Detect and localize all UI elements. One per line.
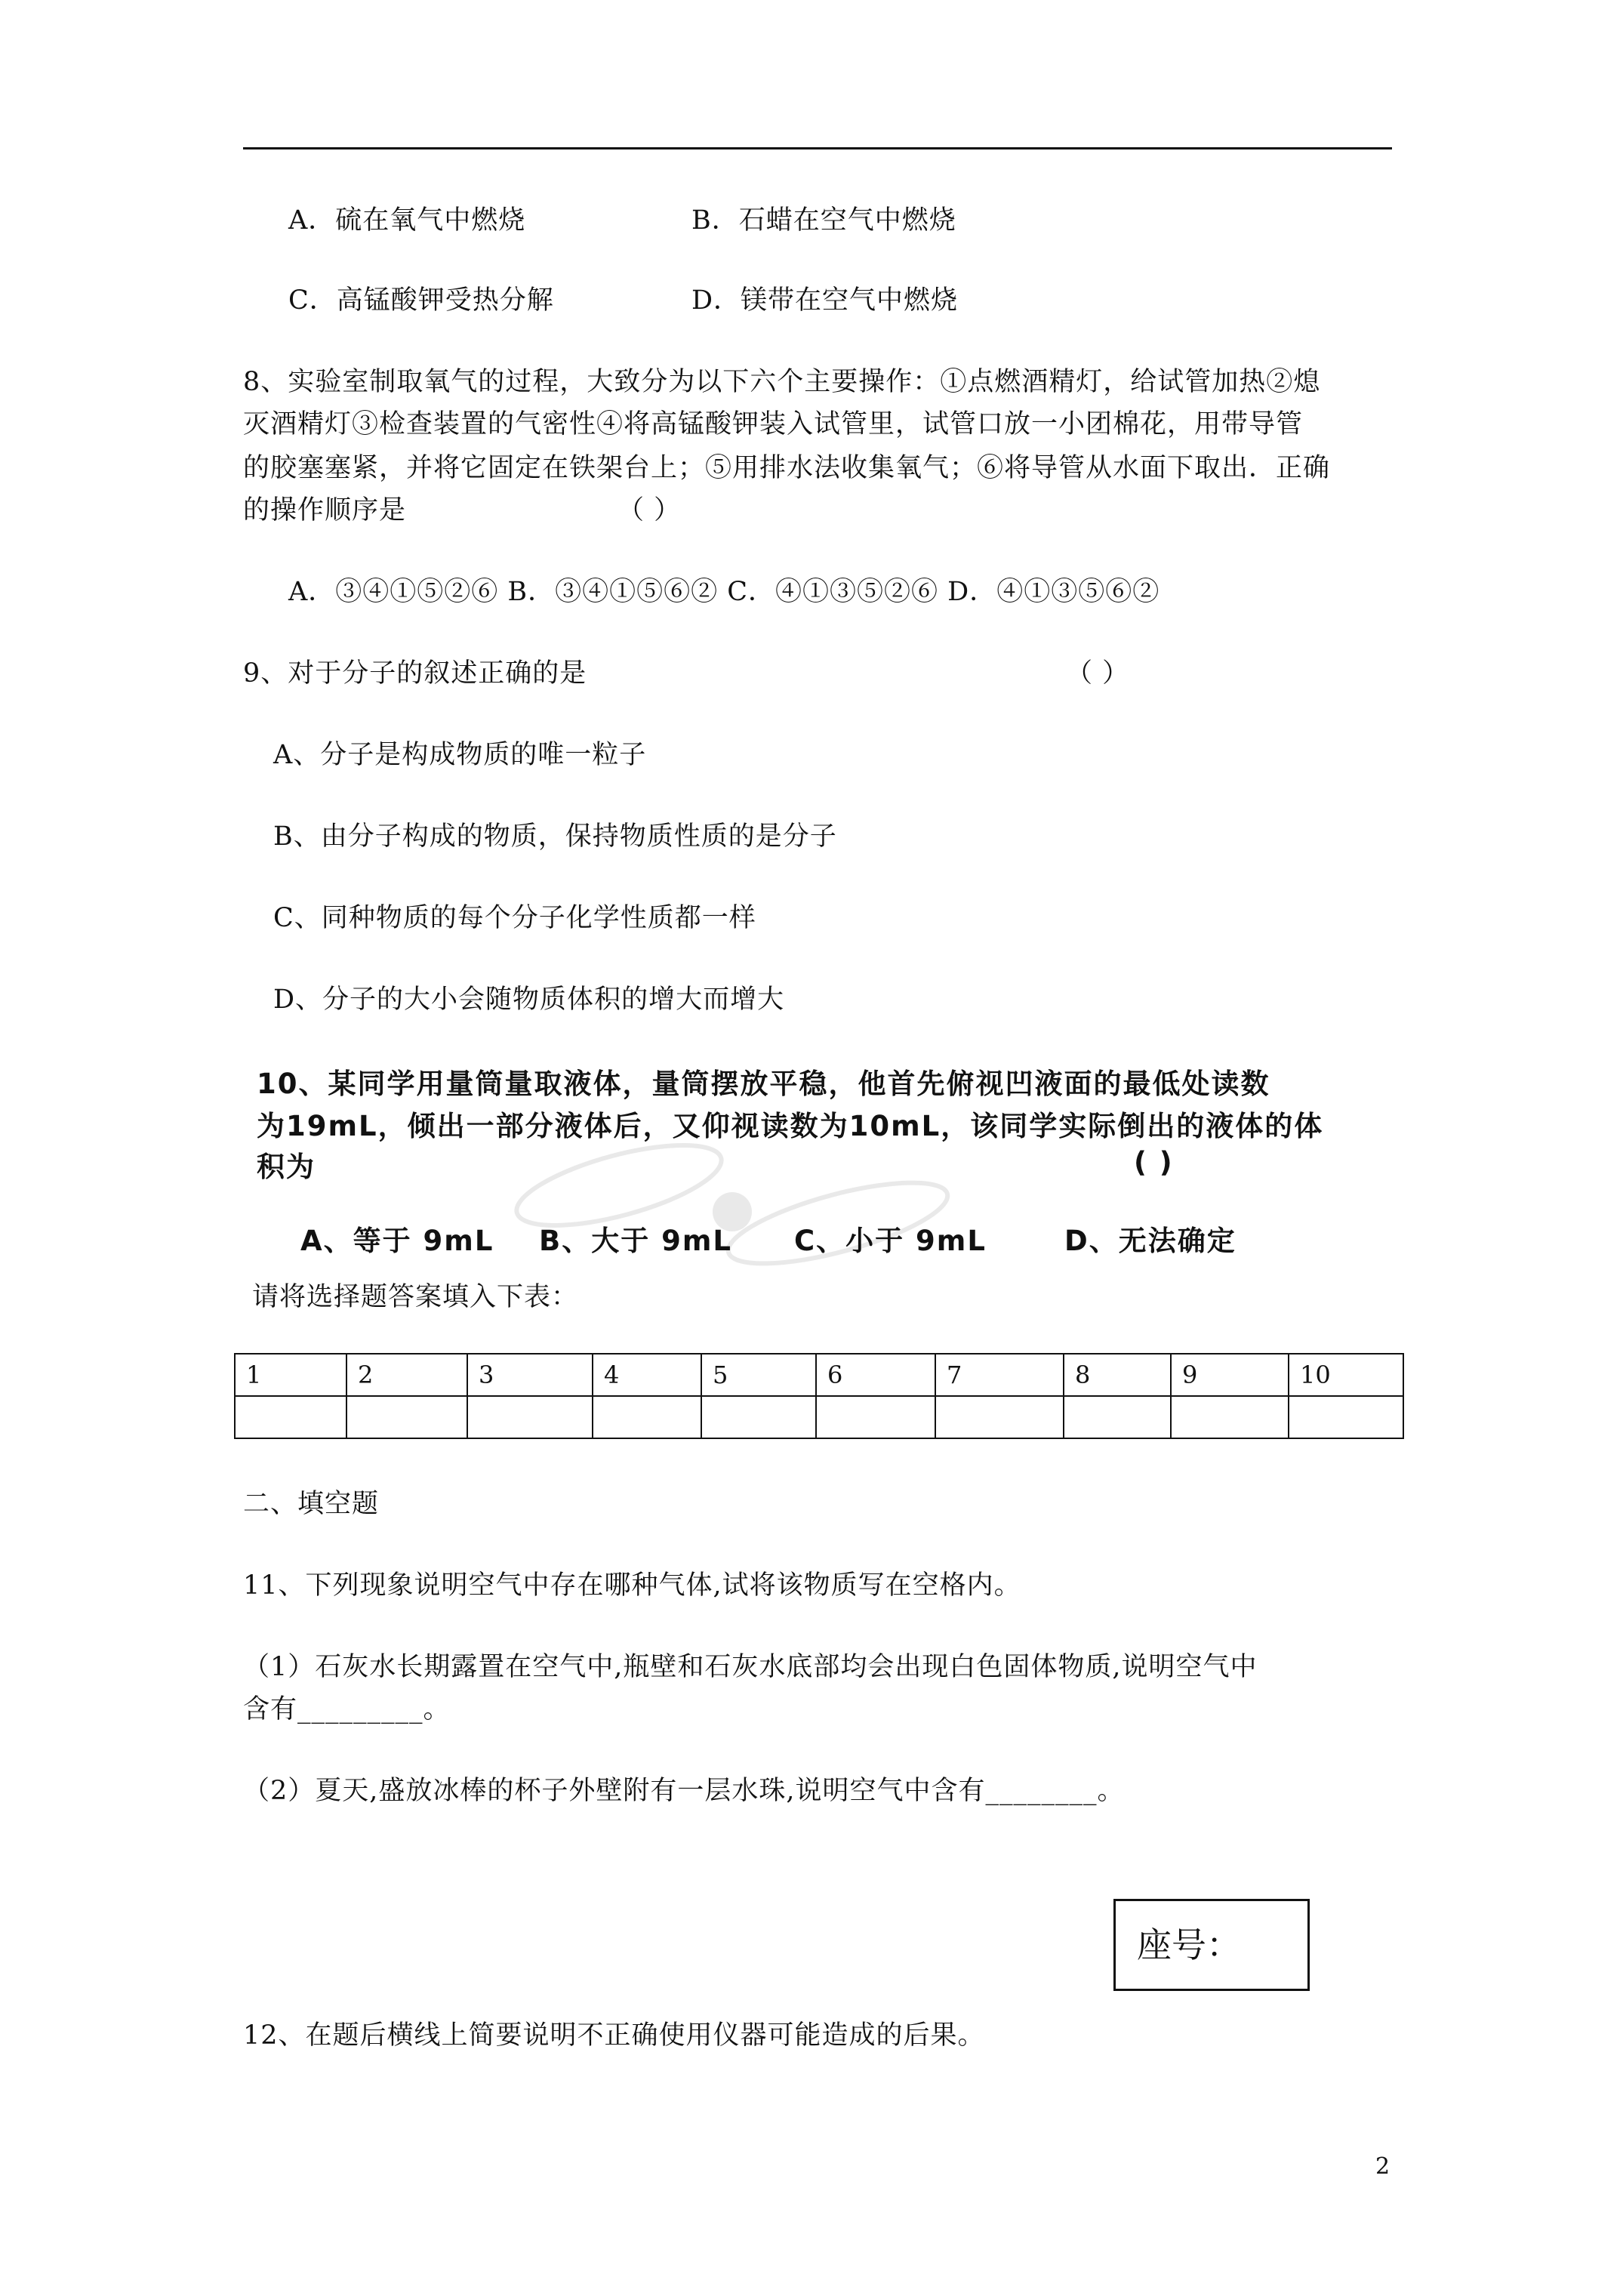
page-number: 2 (1375, 2153, 1390, 2180)
q8-stem-line3: 的胶塞塞紧，并将它固定在铁架台上；⑤用排水法收集氧气；⑥将导管从水面下取出．正确 (243, 453, 1331, 483)
answer-cell-7[interactable] (935, 1396, 1064, 1438)
q10-stem-line2: 为19mL，倾出一部分液体后，又仰视读数为10mL，该同学实际倒出的液体的体 (257, 1110, 1324, 1142)
answer-table-header-cell: 9 (1171, 1354, 1289, 1396)
q7-option-b: B．石蜡在空气中燃烧 (691, 205, 956, 236)
answer-table-header-cell: 1 (235, 1354, 346, 1396)
q8-stem-line2: 灭酒精灯③检查装置的气密性④将高锰酸钾装入试管里，试管口放一小团棉花，用带导管 (243, 409, 1304, 439)
q9-option-d: D、分子的大小会随物质体积的增大而增大 (273, 985, 785, 1015)
answer-table-header-cell: 10 (1289, 1354, 1403, 1396)
answer-table-header-cell: 2 (346, 1354, 467, 1396)
q8-stem-line4: 的操作顺序是 (243, 495, 407, 525)
answer-table-header-cell: 8 (1064, 1354, 1171, 1396)
q10-option-a: A、等于 9mL (300, 1225, 494, 1257)
q7-option-a: A．硫在氧气中燃烧 (288, 205, 526, 236)
q12-stem: 12、在题后横线上简要说明不正确使用仪器可能造成的后果。 (243, 2020, 985, 2051)
answer-table-header-row (235, 1354, 1403, 1396)
q11-part1-line1: （1）石灰水长期露置在空气中,瓶壁和石灰水底部均会出现白色固体物质,说明空气中 (243, 1652, 1258, 1682)
q7-option-c: C．高锰酸钾受热分解 (288, 285, 554, 316)
q7-option-d: D．镁带在空气中燃烧 (691, 285, 959, 316)
q8-stem-line1: 8、实验室制取氧气的过程，大致分为以下六个主要操作：①点燃酒精灯，给试管加热②熄 (243, 367, 1321, 397)
q9-option-b: B、由分子构成的物质，保持物质性质的是分子 (273, 821, 837, 852)
q10-answer-paren: ( ) (1134, 1146, 1174, 1179)
q10-stem-line1: 10、某同学用量筒量取液体，量筒摆放平稳，他首先俯视凹液面的最低处读数 (257, 1068, 1270, 1100)
seat-number-box (1113, 1899, 1310, 1991)
header-rule (243, 147, 1392, 149)
answer-table-header-cell: 4 (593, 1354, 701, 1396)
table-intro: 请将选择题答案填入下表： (252, 1282, 579, 1312)
answer-cell-3[interactable] (467, 1396, 593, 1438)
q11-part1-line2: 含有_________。 (243, 1694, 451, 1724)
answer-cell-10[interactable] (1289, 1396, 1403, 1438)
answer-cell-2[interactable] (346, 1396, 467, 1438)
answer-table-header-cell: 3 (467, 1354, 593, 1396)
q11-part2: （2）夏天,盛放冰棒的杯子外壁附有一层水珠,说明空气中含有________。 (243, 1776, 1125, 1806)
q10-option-c: C、小于 9mL (794, 1225, 987, 1257)
q10-option-d: D、无法确定 (1064, 1225, 1236, 1257)
q9-option-a: A、分子是构成物质的唯一粒子 (273, 740, 647, 770)
answer-cell-5[interactable] (701, 1396, 816, 1438)
q8-answer-paren: （ ） (617, 495, 682, 525)
answer-cell-1[interactable] (235, 1396, 346, 1438)
answer-table (234, 1353, 1404, 1439)
q10-stem-line3: 积为 (257, 1151, 316, 1183)
answer-table-header-cell: 6 (816, 1354, 935, 1396)
answer-cell-6[interactable] (816, 1396, 935, 1438)
seat-number-label: 座号： (1137, 1925, 1241, 1965)
answer-table-header-cell: 7 (935, 1354, 1064, 1396)
q9-option-c: C、同种物质的每个分子化学性质都一样 (273, 903, 756, 933)
q9-stem: 9、对于分子的叙述正确的是 (243, 658, 587, 689)
answer-cell-4[interactable] (593, 1396, 701, 1438)
q9-answer-paren: （ ） (1066, 658, 1130, 689)
answer-cell-8[interactable] (1064, 1396, 1171, 1438)
q10-option-b: B、大于 9mL (539, 1225, 732, 1257)
q11-stem: 11、下列现象说明空气中存在哪种气体,试将该物质写在空格内。 (243, 1570, 1021, 1601)
answer-table-header-cell: 5 (701, 1354, 816, 1396)
answer-cell-9[interactable] (1171, 1396, 1289, 1438)
answer-table-answer-row (235, 1396, 1403, 1438)
q8-options: A．③④①⑤②⑥ B．③④①⑤⑥② C．④①③⑤②⑥ D．④①③⑤⑥② (288, 577, 1160, 607)
section2-title: 二、填空题 (243, 1489, 380, 1519)
